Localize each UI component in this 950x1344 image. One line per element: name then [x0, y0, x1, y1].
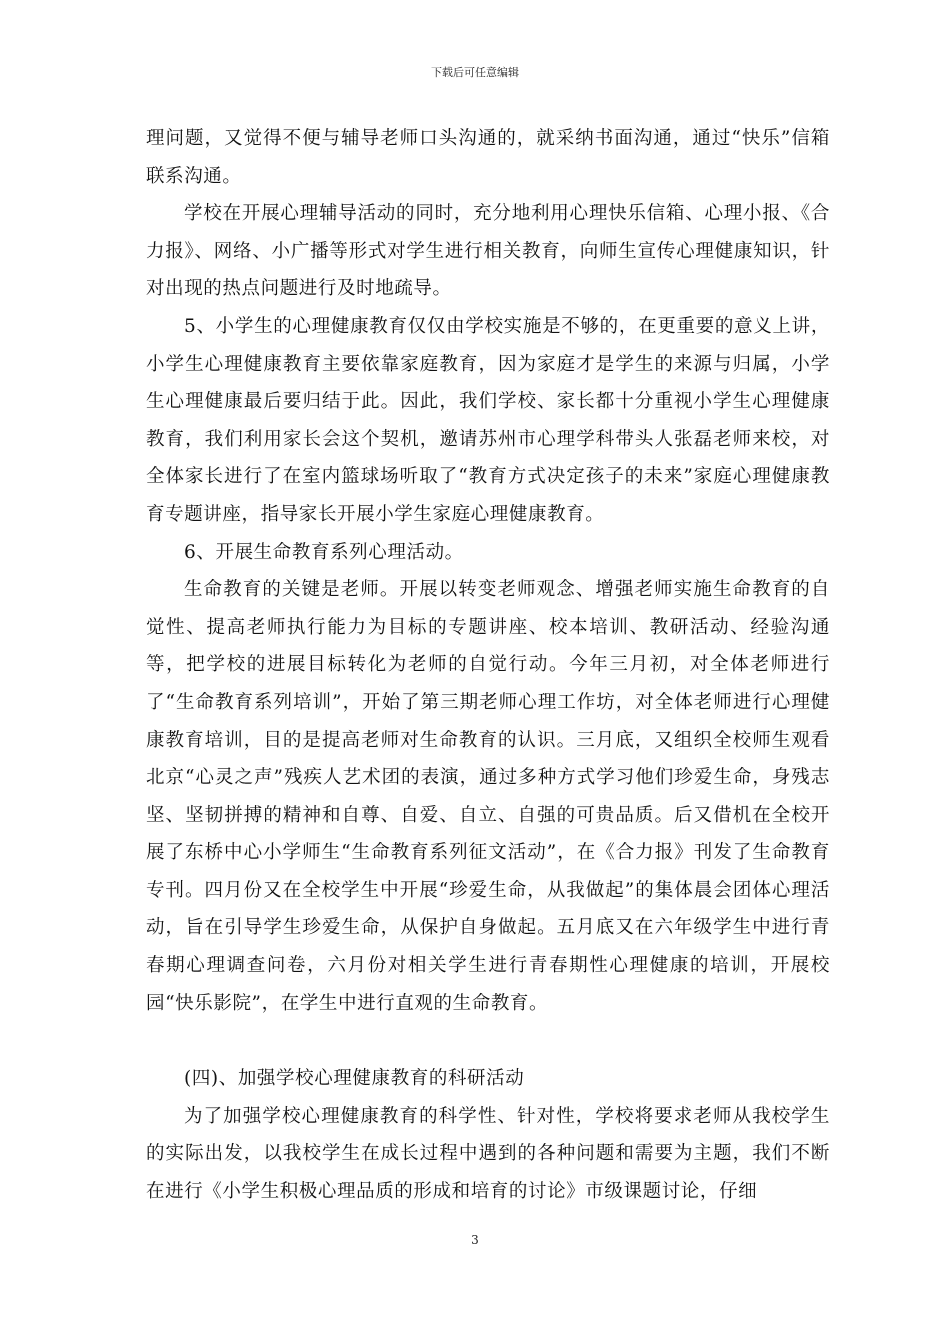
page-number: 3: [471, 1233, 479, 1247]
page-header-note: 下载后可任意编辑: [431, 66, 519, 79]
paragraph-life-education: 生命教育的关键是老师。开展以转变老师观念、增强老师实施生命教育的自觉性、提高老师执行能力为目标的专题讲座、校本培训、教研活动、经验沟通等，把学校的进展目标转化为老师的自觉行动。今年三月初，对全体老师进行了“生命教育系列培训”，开始了第三期老师心理工作坊，对全体老师进行心理健康教育培训，目的是提高老师对生命教育的认识。三月底，又组织全校师生观看北京“心灵之声”残疾人艺术团的表演，通过多种方式学习他们珍爱生命，身残志坚、坚韧拼搏的精神和自尊、自爱、自立、自强的可贵品质。后又借机在全校开展了东桥中心小学师生“生命教育系列征文活动”，在《合力报》刊发了生命教育专刊。四月份又在全校学生中开展“珍爱生命，从我做起”的集体晨会团体心理活动，旨在引导学生珍爱生命，从保护自身做起。五月底又在六年级学生中进行青春期心理调查问卷，六月份对相关学生进行青春期性心理健康的培训，开展校园“快乐影院”，在学生中进行直观的生命教育。: [146, 579, 830, 1014]
paragraph-school-promotion: 学校在开展心理辅导活动的同时，充分地利用心理快乐信箱、心理小报、《合力报》、网络、小广播等形式对学生进行相关教育，向师生宣传心理健康知识，针对出现的热点问题进行及时地疏导。: [146, 203, 830, 300]
paragraph-research: 为了加强学校心理健康教育的科学性、针对性，学校将要求老师从我校学生的实际出发，以我校学生在成长过程中遇到的各种问题和需要为主题，我们不断在进行《小学生积极心理品质的形成和培育的讨论》市级课题讨论，仔细: [146, 1105, 830, 1203]
section-heading-research: (四)、加强学校心理健康教育的科研活动: [184, 1068, 525, 1090]
paragraph-life-education-heading: 6、开展生命教育系列心理活动。: [184, 541, 464, 563]
section-gap: [146, 1022, 830, 1060]
paragraph-family-education: 5、小学生的心理健康教育仅仅由学校实施是不够的，在更重要的意义上讲，小学生心理健康教育主要依靠家庭教育，因为家庭才是学生的来源与归属，小学生心理健康最后要归结于此。因此，我们学校、家长都十分重视小学生心理健康教育，我们利用家长会这个契机，邀请苏州市心理学科带头人张磊老师来校，对全体家长进行了在室内篮球场听取了“教育方式决定孩子的未来”家庭心理健康教育专题讲座，指导家长开展小学生家庭心理健康教育。: [146, 315, 830, 525]
document-body: [146, 120, 830, 1211]
paragraph-continuation: 理问题，又觉得不便与辅导老师口头沟通的，就采纳书面沟通，通过“快乐”信箱联系沟通。: [146, 128, 830, 187]
